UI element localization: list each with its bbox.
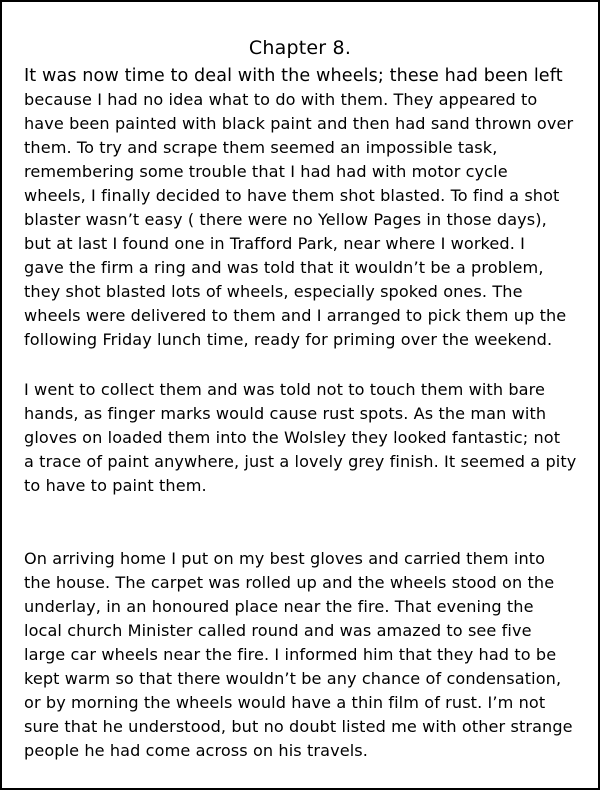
- text-line: On arriving home I put on my best gloves and carried them into: [24, 549, 546, 568]
- text-line: large car wheels near the fire. I informed him that they had to be: [24, 645, 557, 664]
- text-line: the house. The carpet was rolled up and the wheels stood on the: [24, 573, 555, 592]
- text-line: gave the firm a ring and was told that it wouldn’t be a problem,: [24, 258, 544, 277]
- text-line: blaster wasn’t easy ( there were no Yellow Pages in those days),: [24, 210, 547, 229]
- paragraph-2: [24, 378, 576, 498]
- text-line: wheels were delivered to them and I arranged to pick them up the: [24, 306, 567, 325]
- text-line: local church Minister called round and was amazed to see five: [24, 621, 532, 640]
- text-line: underlay, in an honoured place near the fire. That evening the: [24, 597, 534, 616]
- text-line: following Friday lunch time, ready for priming over the weekend.: [24, 330, 553, 349]
- text-line: hands, as finger marks would cause rust spots. As the man with: [24, 404, 547, 423]
- paragraph-3: [24, 547, 573, 763]
- text-line: gloves on loaded them into the Wolsley they looked fantastic; not: [24, 428, 561, 447]
- chapter-title: Chapter 8.: [248, 37, 352, 59]
- text-line: them. To try and scrape them seemed an impossible task,: [24, 138, 498, 157]
- text-line: to have to paint them.: [24, 476, 207, 495]
- text-line: have been painted with black paint and then had sand thrown over: [24, 114, 574, 133]
- text-line: but at last I found one in Trafford Park, near where I worked. I: [24, 234, 525, 253]
- text-line: sure that he understood, but no doubt listed me with other strange: [24, 717, 573, 736]
- text-line: people he had come across on his travels.: [24, 741, 368, 760]
- text-line: because I had no idea what to do with them. They appeared to: [24, 90, 538, 109]
- text-line: It was now time to deal with the wheels; these had been left: [24, 66, 563, 86]
- text-line: a trace of paint anywhere, just a lovely grey finish. It seemed a pity: [24, 452, 577, 471]
- text-line: or by morning the wheels would have a thin film of rust. I’m not: [24, 693, 546, 712]
- text-line: I went to collect them and was told not to touch them with bare: [24, 380, 545, 399]
- text-line: remembering some trouble that I had had with motor cycle: [24, 162, 508, 181]
- text-line: they shot blasted lots of wheels, especially spoked ones. The: [24, 282, 523, 301]
- text-line: kept warm so that there wouldn’t be any chance of condensation,: [24, 669, 562, 688]
- text-line: wheels, I finally decided to have them shot blasted. To find a shot: [24, 186, 560, 205]
- paragraph-1: [24, 64, 573, 352]
